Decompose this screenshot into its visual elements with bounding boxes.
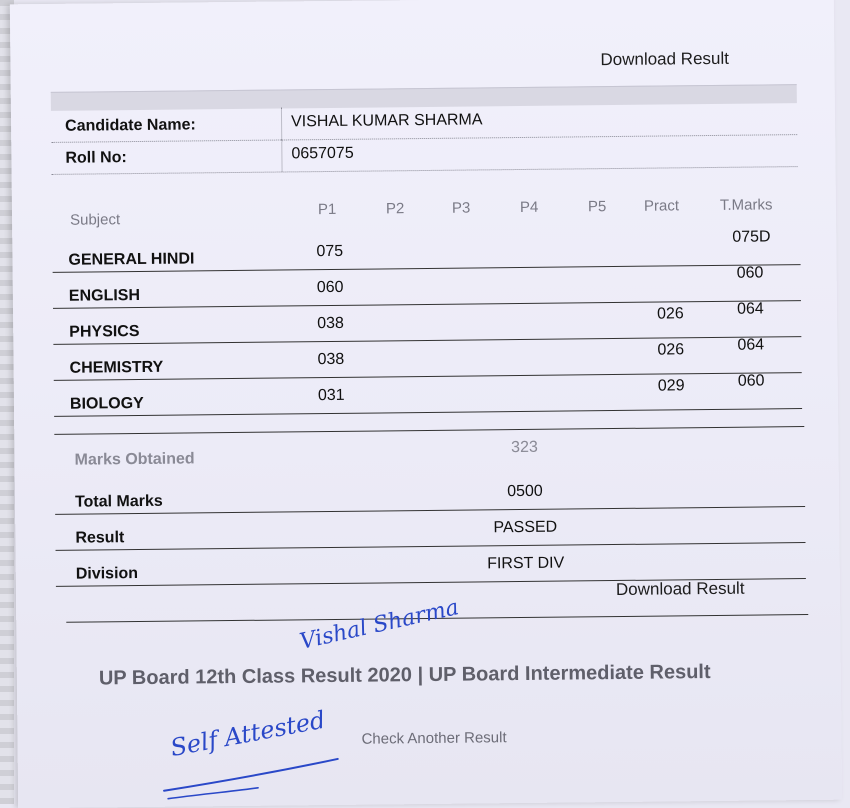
col-subject: Subject	[69, 211, 121, 229]
p1-marks: 038	[317, 314, 344, 333]
subject-name: CHEMISTRY	[69, 358, 164, 377]
download-result-link-bottom[interactable]: Download Result	[615, 578, 745, 600]
col-p5: P5	[587, 198, 607, 216]
total-marks: 060	[736, 264, 764, 282]
table-row	[54, 372, 802, 417]
col-p3: P3	[451, 199, 471, 217]
col-p2: P2	[385, 200, 405, 218]
signature-underline-icon	[158, 741, 359, 803]
total-marks: 064	[737, 336, 765, 354]
division-label: Division	[75, 565, 139, 583]
p1-marks: 038	[317, 350, 345, 369]
marks-obtained-row	[54, 432, 804, 476]
col-pract: Pract	[643, 197, 680, 215]
pract-marks: 026	[657, 305, 684, 323]
total-marks-value: 0500	[507, 482, 543, 501]
p1-marks: 075	[316, 242, 344, 261]
total-marks: 060	[737, 372, 765, 390]
subject-name: PHYSICS	[69, 322, 140, 341]
candidate-name-label: Candidate Name:	[65, 116, 196, 135]
marks-obtained-value: 323	[511, 438, 538, 457]
roll-no-row	[51, 134, 797, 175]
col-p4: P4	[519, 198, 539, 217]
self-attested-handwriting: Self Attested	[168, 705, 328, 763]
candidate-name-value: VISHAL KUMAR SHARMA	[290, 111, 483, 131]
roll-no-label: Roll No:	[65, 149, 127, 167]
result-value: PASSED	[493, 518, 558, 537]
division-value: FIRST DIV	[487, 554, 565, 573]
col-total-marks: T.Marks	[719, 196, 773, 214]
result-sheet	[10, 0, 842, 808]
p1-marks: 060	[316, 278, 344, 297]
p1-marks: 031	[317, 386, 345, 405]
info-divider	[281, 107, 283, 139]
page-footer-title: UP Board 12th Class Result 2020 | UP Board Intermediate Result	[98, 661, 711, 690]
check-another-result-link[interactable]: Check Another Result	[361, 729, 507, 748]
handwritten-signature: Vishal Sharma	[297, 595, 462, 655]
info-divider	[281, 139, 283, 171]
marks-obtained-label: Marks Obtained	[74, 450, 195, 469]
total-marks-label: Total Marks	[74, 492, 163, 511]
pract-marks: 029	[657, 377, 685, 395]
col-p1: P1	[317, 200, 337, 219]
total-marks: 064	[736, 300, 764, 318]
subject-name: BIOLOGY	[69, 394, 144, 413]
pract-marks: 026	[657, 341, 685, 359]
total-marks: 075D	[732, 228, 771, 246]
download-result-link-top[interactable]: Download Result	[600, 48, 730, 70]
result-label: Result	[75, 529, 125, 547]
subject-name: ENGLISH	[68, 286, 141, 305]
subject-name: GENERAL HINDI	[68, 250, 195, 269]
roll-no-value: 0657075	[291, 144, 354, 163]
